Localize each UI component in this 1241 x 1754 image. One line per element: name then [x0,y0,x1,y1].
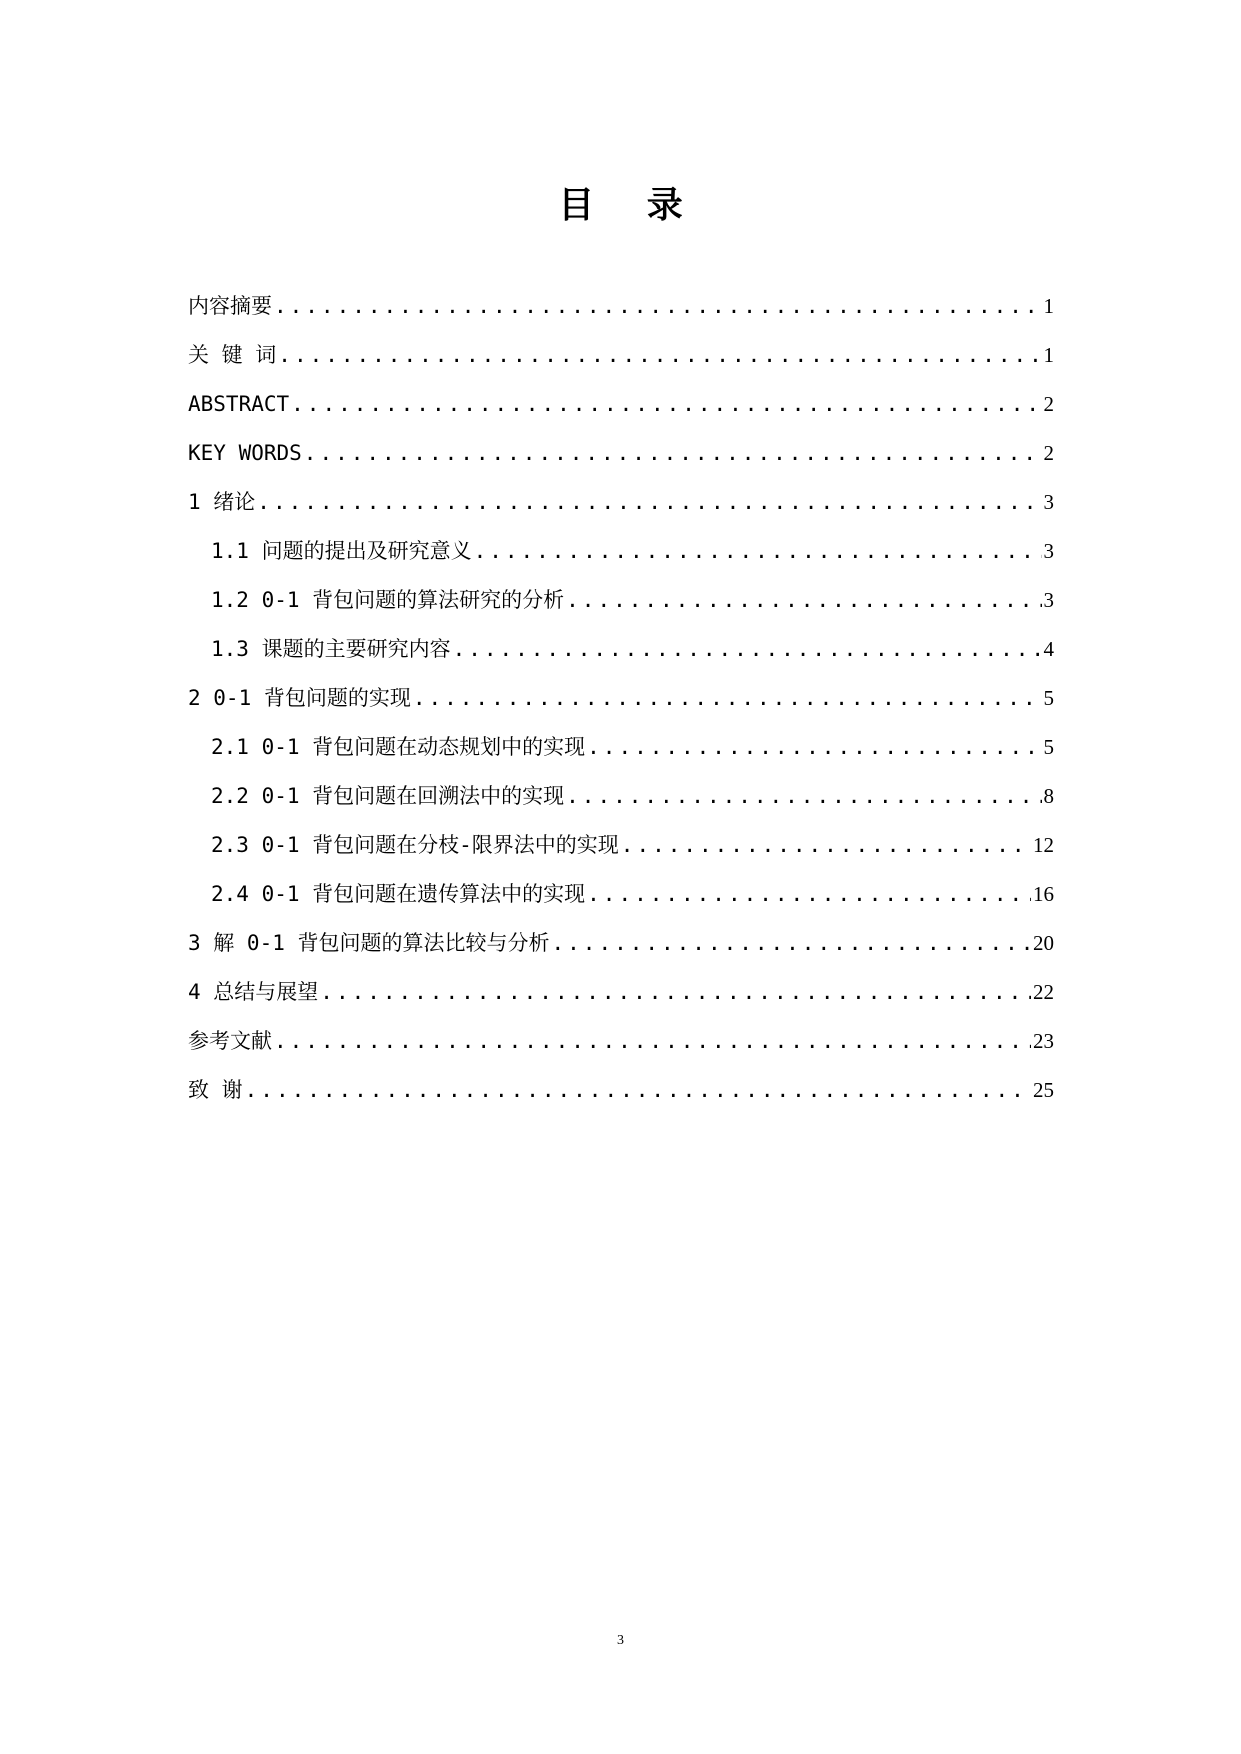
toc-entry-label: 1 绪论 [188,490,256,514]
toc-dot-leader [474,527,1042,576]
toc-entry-chapter-2[interactable] [188,674,1054,723]
toc-entry-section-1-1[interactable] [188,527,1054,576]
toc-entry-chapter-3[interactable] [188,919,1054,968]
toc-dot-leader [245,1066,1031,1115]
toc-dot-leader [320,968,1031,1017]
toc-entry-label: KEY WORDS [188,441,302,465]
toc-entry-chapter-4[interactable] [188,968,1054,1017]
toc-dot-leader [453,625,1042,674]
toc-dot-leader [291,380,1041,429]
toc-entry-section-2-3[interactable] [188,821,1054,870]
toc-entry-keywords-cn[interactable] [188,331,1054,380]
toc-entry-section-2-4[interactable] [188,870,1054,919]
toc-entry-section-1-2[interactable] [188,576,1054,625]
toc-entry-page: 22 [1033,980,1054,1004]
toc-entry-label: 2.2 0-1 背包问题在回溯法中的实现 [211,784,565,808]
table-of-contents [188,282,1054,1115]
toc-entry-label: 2.3 0-1 背包问题在分枝-限界法中的实现 [211,833,619,857]
page-number: 3 [617,1633,624,1648]
toc-entry-label: 参考文献 [188,1029,272,1053]
toc-entry-page: 12 [1033,833,1054,857]
toc-entry-page: 3 [1043,490,1054,514]
toc-entry-section-2-1[interactable] [188,723,1054,772]
toc-entry-label: ABSTRACT [188,392,290,416]
toc-entry-page: 3 [1043,588,1054,612]
toc-entry-page: 8 [1043,784,1054,808]
toc-entry-label: 3 解 0-1 背包问题的算法比较与分析 [188,931,550,955]
toc-entry-page: 5 [1043,735,1054,759]
toc-entry-page: 23 [1033,1029,1054,1053]
toc-dot-leader [257,478,1041,527]
toc-entry-section-2-2[interactable] [188,772,1054,821]
toc-entry-label: 致 谢 [188,1078,243,1102]
toc-entry-abstract-cn[interactable] [188,282,1054,331]
toc-entry-page: 3 [1043,539,1054,563]
toc-entry-keywords-en[interactable] [188,429,1054,478]
toc-entry-references[interactable] [188,1017,1054,1066]
toc-entry-label: 内容摘要 [188,294,272,318]
toc-entry-label: 1.3 课题的主要研究内容 [211,637,451,661]
toc-dot-leader [566,576,1041,625]
toc-entry-page: 1 [1043,343,1054,367]
toc-dot-leader [566,772,1041,821]
toc-dot-leader [552,919,1031,968]
page-title: 目 录 [558,185,703,227]
toc-entry-page: 1 [1043,294,1054,318]
toc-dot-leader [274,1017,1031,1066]
toc-entry-page: 5 [1043,686,1054,710]
toc-entry-label: 关 键 词 [188,343,277,367]
toc-dot-leader [587,723,1041,772]
toc-dot-leader [278,331,1041,380]
toc-entry-label: 4 总结与展望 [188,980,319,1004]
toc-entry-label: 1.1 问题的提出及研究意义 [211,539,472,563]
toc-dot-leader [304,429,1042,478]
toc-entry-abstract-en[interactable] [188,380,1054,429]
toc-dot-leader [413,674,1042,723]
toc-entry-page: 4 [1043,637,1054,661]
toc-entry-page: 25 [1033,1078,1054,1102]
toc-entry-page: 16 [1033,882,1054,906]
toc-entry-acknowledgements[interactable] [188,1066,1054,1115]
toc-entry-page: 2 [1043,441,1054,465]
toc-entry-section-1-3[interactable] [188,625,1054,674]
toc-dot-leader [621,821,1031,870]
toc-entry-label: 2 0-1 背包问题的实现 [188,686,411,710]
toc-entry-page: 2 [1043,392,1054,416]
toc-entry-label: 1.2 0-1 背包问题的算法研究的分析 [211,588,565,612]
toc-dot-leader [587,870,1031,919]
toc-entry-chapter-1[interactable] [188,478,1054,527]
toc-entry-label: 2.4 0-1 背包问题在遗传算法中的实现 [211,882,586,906]
toc-entry-label: 2.1 0-1 背包问题在动态规划中的实现 [211,735,586,759]
toc-dot-leader [274,282,1042,331]
toc-entry-page: 20 [1033,931,1054,955]
